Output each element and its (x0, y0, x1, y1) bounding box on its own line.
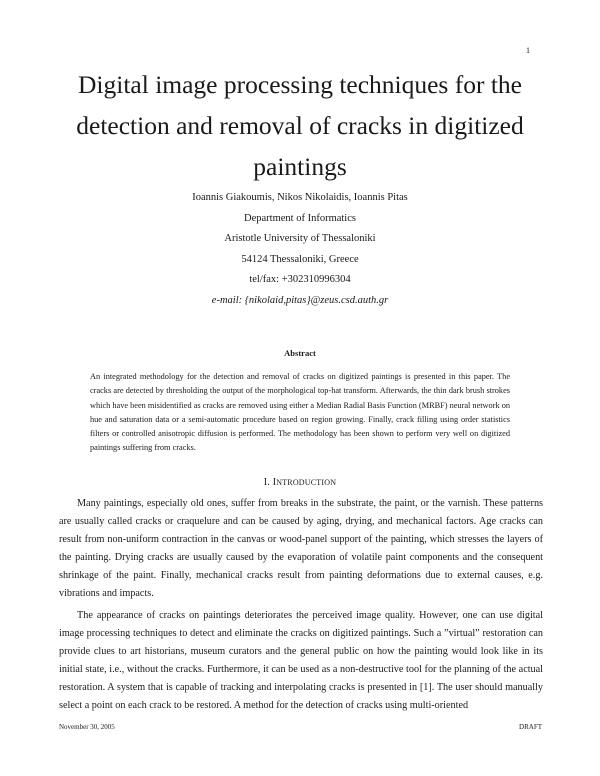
footer-date: November 30, 2005 (59, 723, 115, 731)
email: e-mail: {nikolaid,pitas}@zeus.csd.auth.gr (211, 294, 389, 306)
paragraph: The appearance of cracks on paintings deteriorates the perceived image quality. However, one can use digital image processing techniques to detect and eliminate the cracks on digitized paintings. Such a ”virtual” restoration can provide clues to art historians, museum curators and the general public on how the painting would look like in its initial state, i.e., without the cracks. Furthermore, it can be used as a non-destructive tool for the planning of the actual restoration. A system that is capable of tracking and interpolating cracks is presented in [1]. The user should manually select a point on each crack to be restored. A method for the detection of cracks using multi-oriented (59, 609, 543, 712)
abstract-heading: Abstract (284, 348, 316, 358)
paper-title: Digital image processing techniques for the detection and removal of cracks in digitized paintings (76, 70, 524, 181)
phone: tel/fax: +302310996304 (249, 274, 351, 285)
section-number: I. (263, 477, 270, 488)
body-text (59, 495, 543, 718)
author-block (60, 188, 540, 311)
abstract-text: An integrated methodology for the detection and removal of cracks on digitized paintings is presented in this paper. The cracks are detected by thresholding the output of the morphological top-hat transform. Afterwards, the thin dark brush strokes which have been misidentified as cracks are removed using either a Median Radial Basis Function (MRBF) neural network on hue and saturation data or a semi-automatic procedure based on region growing. Finally, crack filling using order statistics filters or controlled anisotropic diffusion is performed. The methodology has been shown to perform very well on digitized paintings suffering from cracks. (90, 372, 510, 453)
page-number: 1 (526, 46, 530, 55)
paragraph: Many paintings, especially old ones, suffer from breaks in the substrate, the paint, or the varnish. These patterns are usually called cracks or craquelure and can be caused by aging, drying, and mechanical factors. Age cracks can result from non-uniform contraction in the canvas or wood-panel support of the painting, which stresses the layers of the painting. Drying cracks are usually caused by the evaporation of volatile paint components and the consequent shrinkage of the paint. Finally, mechanical cracks result from painting deformations due to external causes, e.g. vibrations and impacts. (59, 498, 543, 600)
authors: Ioannis Giakoumis, Nikos Nikolaidis, Ioannis Pitas (192, 192, 408, 203)
section-title-rest: NTRODUCTION (276, 478, 337, 487)
department: Department of Informatics (244, 212, 356, 224)
footer-draft-label: DRAFT (519, 723, 542, 731)
address: 54124 Thessaloniki, Greece (241, 253, 359, 265)
section-title-initial: I (272, 477, 277, 488)
section-heading (0, 477, 600, 488)
university: Aristotle University of Thessaloniki (224, 233, 376, 244)
